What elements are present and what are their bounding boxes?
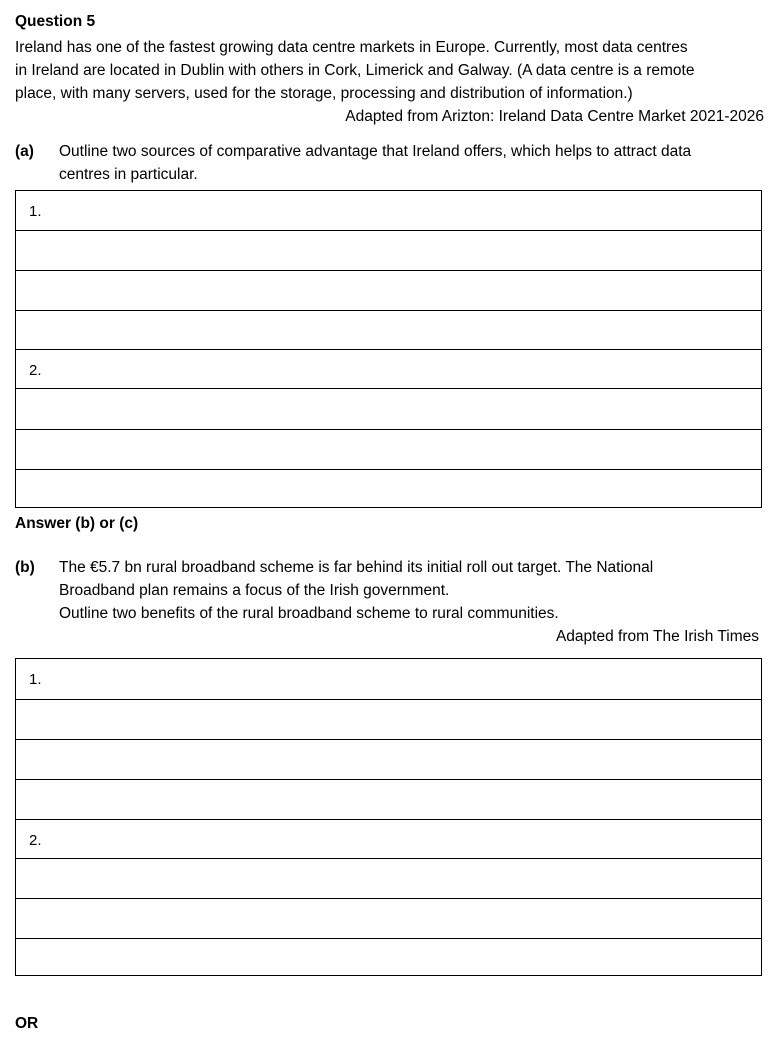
answer-line[interactable] — [16, 820, 761, 859]
answer-box-a — [15, 190, 762, 508]
answer-line[interactable] — [16, 700, 761, 740]
or-label: OR — [15, 1015, 39, 1032]
answer-line[interactable] — [16, 859, 761, 899]
answer-label-1: 1. — [29, 203, 42, 220]
part-a-line-2: centres in particular. — [59, 166, 198, 183]
answer-line[interactable] — [16, 350, 761, 389]
answer-box-b — [15, 658, 762, 976]
answer-label-1: 1. — [29, 671, 42, 688]
part-a-label: (a) — [15, 143, 34, 160]
part-b-label: (b) — [15, 559, 35, 576]
part-b-line-1: The €5.7 bn rural broadband scheme is far behind its initial roll out target. The National — [59, 559, 654, 576]
intro-text — [15, 36, 765, 105]
question-title: Question 5 — [15, 13, 96, 30]
answer-label-2: 2. — [29, 362, 42, 379]
answer-line[interactable] — [16, 659, 761, 700]
intro-line-3: place, with many servers, used for the storage, processing and distribution of information.) — [15, 85, 633, 102]
answer-line[interactable] — [16, 389, 761, 430]
answer-line[interactable] — [16, 271, 761, 311]
answer-line[interactable] — [16, 231, 761, 271]
answer-line[interactable] — [16, 191, 761, 231]
part-b-source: Adapted from The Irish Times — [555, 628, 759, 645]
intro-line-1: Ireland has one of the fastest growing data centre markets in Europe. Currently, most data centres — [15, 39, 688, 56]
part-b — [15, 556, 765, 625]
part-b-line-2: Broadband plan remains a focus of the Irish government. — [59, 582, 450, 599]
answer-line[interactable] — [16, 470, 761, 506]
intro-line-2: in Ireland are located in Dublin with others in Cork, Limerick and Galway. (A data centre is a remote — [15, 62, 695, 79]
answer-line[interactable] — [16, 780, 761, 820]
part-b-line-3: Outline two benefits of the rural broadband scheme to rural communities. — [59, 605, 559, 622]
answer-label-2: 2. — [29, 832, 42, 849]
part-a — [15, 140, 765, 186]
part-b-question — [59, 556, 765, 625]
answer-line[interactable] — [16, 311, 761, 350]
part-a-line-1: Outline two sources of comparative advantage that Ireland offers, which helps to attract data — [59, 143, 692, 160]
answer-line[interactable] — [16, 899, 761, 939]
answer-choice: Answer (b) or (c) — [15, 515, 139, 532]
intro-source: Adapted from Arizton: Ireland Data Centre Market 2021-2026 — [345, 108, 764, 125]
answer-line[interactable] — [16, 939, 761, 974]
answer-line[interactable] — [16, 740, 761, 780]
part-a-question — [59, 140, 765, 186]
answer-line[interactable] — [16, 430, 761, 470]
